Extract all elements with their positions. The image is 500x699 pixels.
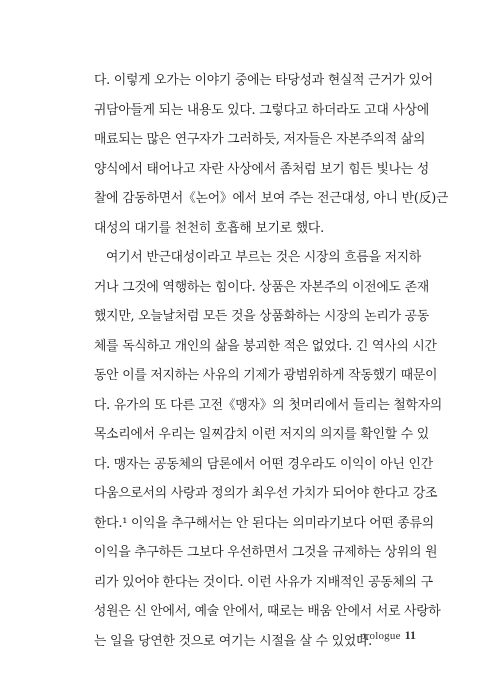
text-line: 대성의 대기를 천천히 호흡해 보기로 했다.: [94, 220, 324, 236]
text-line: 했지만, 오늘날처럼 모든 것을 상품화하는 시장의 논리가 공동: [94, 309, 429, 324]
text-line: 는 일을 당연한 것으로 여기는 시절을 살 수 있었다.: [94, 633, 373, 649]
text-line: 성원은 신 안에서, 예술 안에서, 때로는 배움 안에서 서로 사랑하: [94, 604, 441, 619]
text-line: 이익을 추구하든 그보다 우선하면서 그것을 규제하는 상위의 원: [94, 545, 438, 560]
text-line: 체를 독식하고 개인의 삶을 붕괴한 적은 없었다. 긴 역사의 시간: [94, 338, 437, 354]
paragraph-2: [94, 243, 443, 656]
text-line: 다. 맹자는 공동체의 담론에서 어떤 경우라도 이익이 아닌 인간: [94, 456, 433, 472]
page-number: 11: [404, 628, 416, 642]
text-line: 찰에 감동하면서《논어》에서 보여 주는 전근대성, 아니 반(反)근: [94, 191, 449, 206]
section-label: prologue: [359, 630, 401, 642]
text-line: 목소리에서 우리는 일찌감치 이런 저지의 의지를 확인할 수 있: [94, 427, 429, 442]
page-footer: [360, 628, 416, 643]
text-line: 다. 유가의 또 다른 고전《맹자》의 첫머리에서 들리는 철학자의: [94, 397, 443, 413]
text-line: 귀담아들게 되는 내용도 있다. 그렇다고 하더라도 고대 사상에: [94, 102, 429, 118]
text-line: 다움으로서의 사랑과 정의가 최우선 가치가 되어야 한다고 강조: [94, 486, 438, 501]
paragraph-1: [94, 66, 449, 243]
text-line: 매료되는 많은 연구자가 그러하듯, 저자들은 자본주의적 삶의: [94, 132, 426, 147]
text-line: 양식에서 태어나고 자란 사상에서 좀처럼 보기 힘든 빛나는 성: [94, 161, 429, 177]
text-line: 다. 이렇게 오가는 이야기 중에는 타당성과 현실적 근거가 있어: [94, 73, 433, 88]
body-text: [94, 66, 449, 656]
text-line: 여기서 반근대성이라고 부르는 것은 시장의 흐름을 저지하: [106, 250, 422, 265]
text-line: 리가 있어야 한다는 것이다. 이런 사유가 지배적인 공동체의 구: [94, 574, 433, 590]
text-line: 한다.¹ 이익을 추구해서는 안 된다는 의미라기보다 어떤 종류의: [94, 515, 434, 531]
text-line: 거나 그것에 역행하는 힘이다. 상품은 자본주의 이전에도 존재: [94, 279, 429, 295]
text-line: 동안 이를 저지하는 사유의 기제가 광범위하게 작동했기 때문이: [94, 368, 438, 383]
